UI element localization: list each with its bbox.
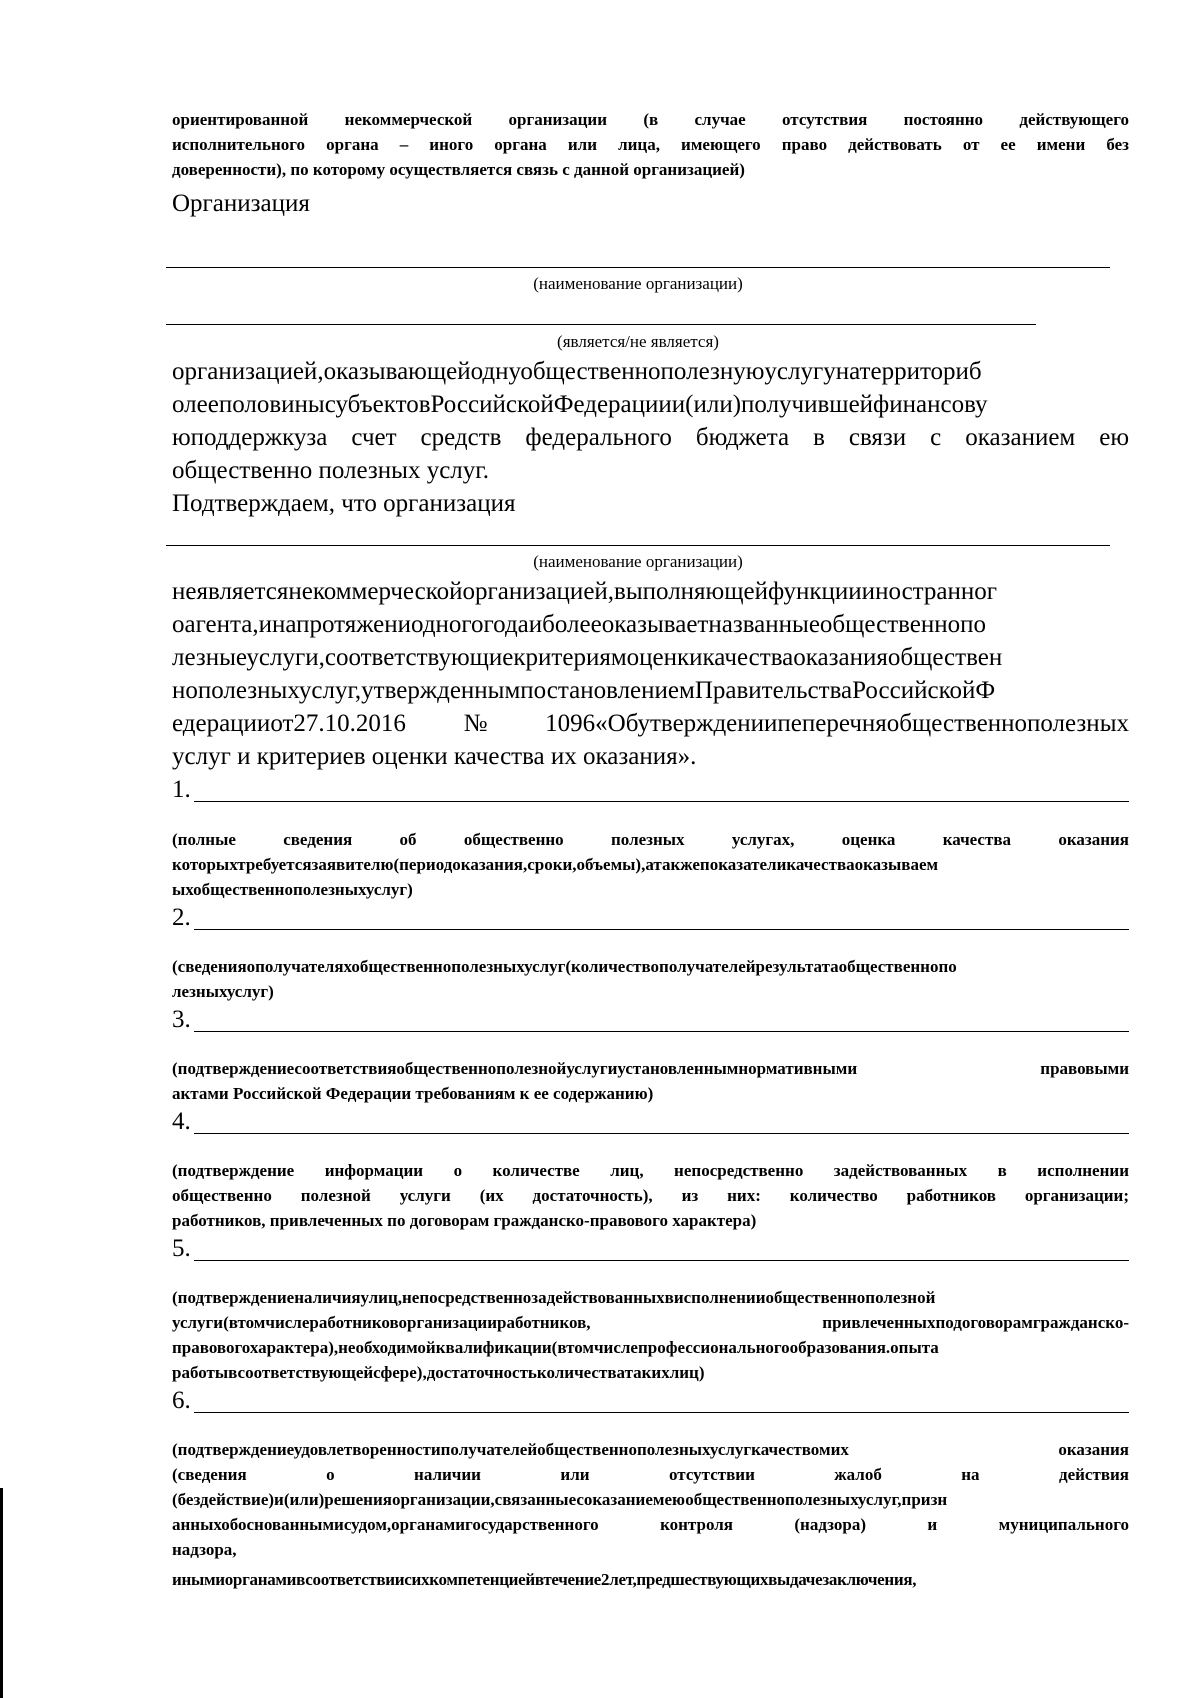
intro-line: ориентированной некоммерческой организации (в случае отсутствия постоянно действующего	[172, 110, 1129, 129]
item-number: 6.	[172, 1387, 191, 1414]
item-caption: работывсоответствующейсфере),достаточностьколичестватакихлиц)	[172, 1363, 705, 1382]
item-caption: анныхобоснованнымисудом,органамигосударственного контроля (надзора) и муниципального	[172, 1515, 1129, 1534]
item-caption: правовогохарактера),необходимойквалификации(втомчислепрофессиональногообразования.опыта	[172, 1338, 939, 1357]
item-caption: (полные сведения об общественно полезных услугах, оценка качества оказания	[172, 830, 1129, 849]
item-number: 4.	[172, 1108, 191, 1135]
scan-edge-mark	[0, 1488, 3, 1698]
intro-line: исполнительного органа – иного органа или лица, имеющего право действовать от ее имени без	[172, 135, 1129, 154]
paragraph-line: услуг и критериев оценки качества их оказания».	[172, 743, 697, 770]
heading-organization: Организация	[172, 190, 310, 217]
intro-line: доверенности), по которому осуществляется связь с данной организацией)	[172, 160, 745, 179]
item-caption: (сведения о наличии или отсутствии жалоб на действия	[172, 1465, 1129, 1484]
organization-name-line-2	[166, 545, 1110, 546]
item-answer-line	[194, 1412, 1129, 1413]
paragraph-line: едерацииот27.10.2016№1096«Обутверждениипеперечняобщественнополезных	[172, 710, 1129, 737]
paragraph-line: организацией,оказывающейоднуобщественнополезнуюуслугунатерриториб	[172, 358, 982, 385]
item-caption: (подтверждение информации о количестве лиц, непосредственно задействованных в исполнении	[172, 1161, 1129, 1180]
item-answer-line	[194, 1133, 1129, 1134]
paragraph-line: лезныеуслуги,соответствующиекритериямоценкикачестваоказанияобществен	[172, 644, 1003, 671]
item-caption: общественно полезной услуги (их достаточность), из них: количество работников организации;	[172, 1186, 1129, 1205]
item-number: 1.	[172, 776, 191, 803]
is-not-line	[166, 324, 1036, 325]
item-caption: услуги(втомчислеработниковорганизацииработников, привлеченныхподоговорамгражданско-	[172, 1313, 1129, 1332]
item-answer-line	[194, 1260, 1129, 1261]
item-caption: которыхтребуетсязаявителю(периодоказания,сроки,объемы),атакжепоказателикачестваоказываем	[172, 855, 939, 874]
item-caption: (сведенияополучателяхобщественнополезныхуслуг(количествополучателейрезультатаобщественнопо	[172, 957, 957, 976]
item-caption: (подтверждениеналичияулиц,непосредственнозадействованныхвисполненииобщественнополезной	[172, 1288, 936, 1307]
paragraph-line: юподдержкуза счет средств федерального бюджета в связи с оказанием ею	[172, 424, 1129, 451]
item-answer-line	[194, 929, 1129, 930]
item-caption: (бездействие)и(или)решенияорганизации,связанныесоказаниемеюобщественнополезныхуслуг,призн	[172, 1490, 948, 1509]
paragraph-line: неявляетсянекоммерческойорганизацией,выполняющейфункциииностранног	[172, 578, 997, 605]
organization-name-line	[166, 267, 1110, 268]
item-caption: ыхобщественнополезныхуслуг)	[172, 880, 413, 899]
item-number: 5.	[172, 1235, 191, 1262]
paragraph-line: общественно полезных услуг.	[172, 457, 489, 484]
item-caption: лезныхуслуг)	[172, 982, 274, 1001]
item-caption: инымиорганамивсоответствиисихкомпетенциейвтечение2лет,предшествующихвыдачезаключения,	[172, 1570, 917, 1589]
item-answer-line	[194, 1031, 1129, 1032]
item-caption: актами Российской Федерации требованиям к ее содержанию)	[172, 1084, 654, 1103]
caption-is-not: (является/не является)	[557, 332, 719, 351]
item-number: 3.	[172, 1006, 191, 1033]
caption-organization-name: (наименование организации)	[533, 274, 743, 293]
item-answer-line	[194, 801, 1129, 802]
paragraph-line: оагента,инапротяжениодногогодаиболееоказываетназванныеобщественнопо	[172, 611, 987, 638]
paragraph-line: нополезныхуслуг,утвержденнымпостановлениемПравительстваРоссийскойФ	[172, 677, 996, 704]
confirm-text: Подтверждаем, что организация	[172, 490, 516, 517]
caption-organization-name-2: (наименование организации)	[533, 552, 743, 571]
item-caption: (подтверждениеудовлетворенностиполучателейобщественнополезныхуслугкачествомих оказания	[172, 1440, 1129, 1459]
item-number: 2.	[172, 904, 191, 931]
item-caption: работников, привлеченных по договорам гражданско-правового характера)	[172, 1211, 757, 1230]
item-caption: надзора,	[172, 1540, 237, 1559]
paragraph-line: олееполовинысубъектовРоссийскойФедерациии(или)получившейфинансову	[172, 391, 988, 418]
item-caption: (подтверждениесоответствияобщественнополезнойуслугиустановленнымнормативными правовыми	[172, 1059, 1129, 1078]
